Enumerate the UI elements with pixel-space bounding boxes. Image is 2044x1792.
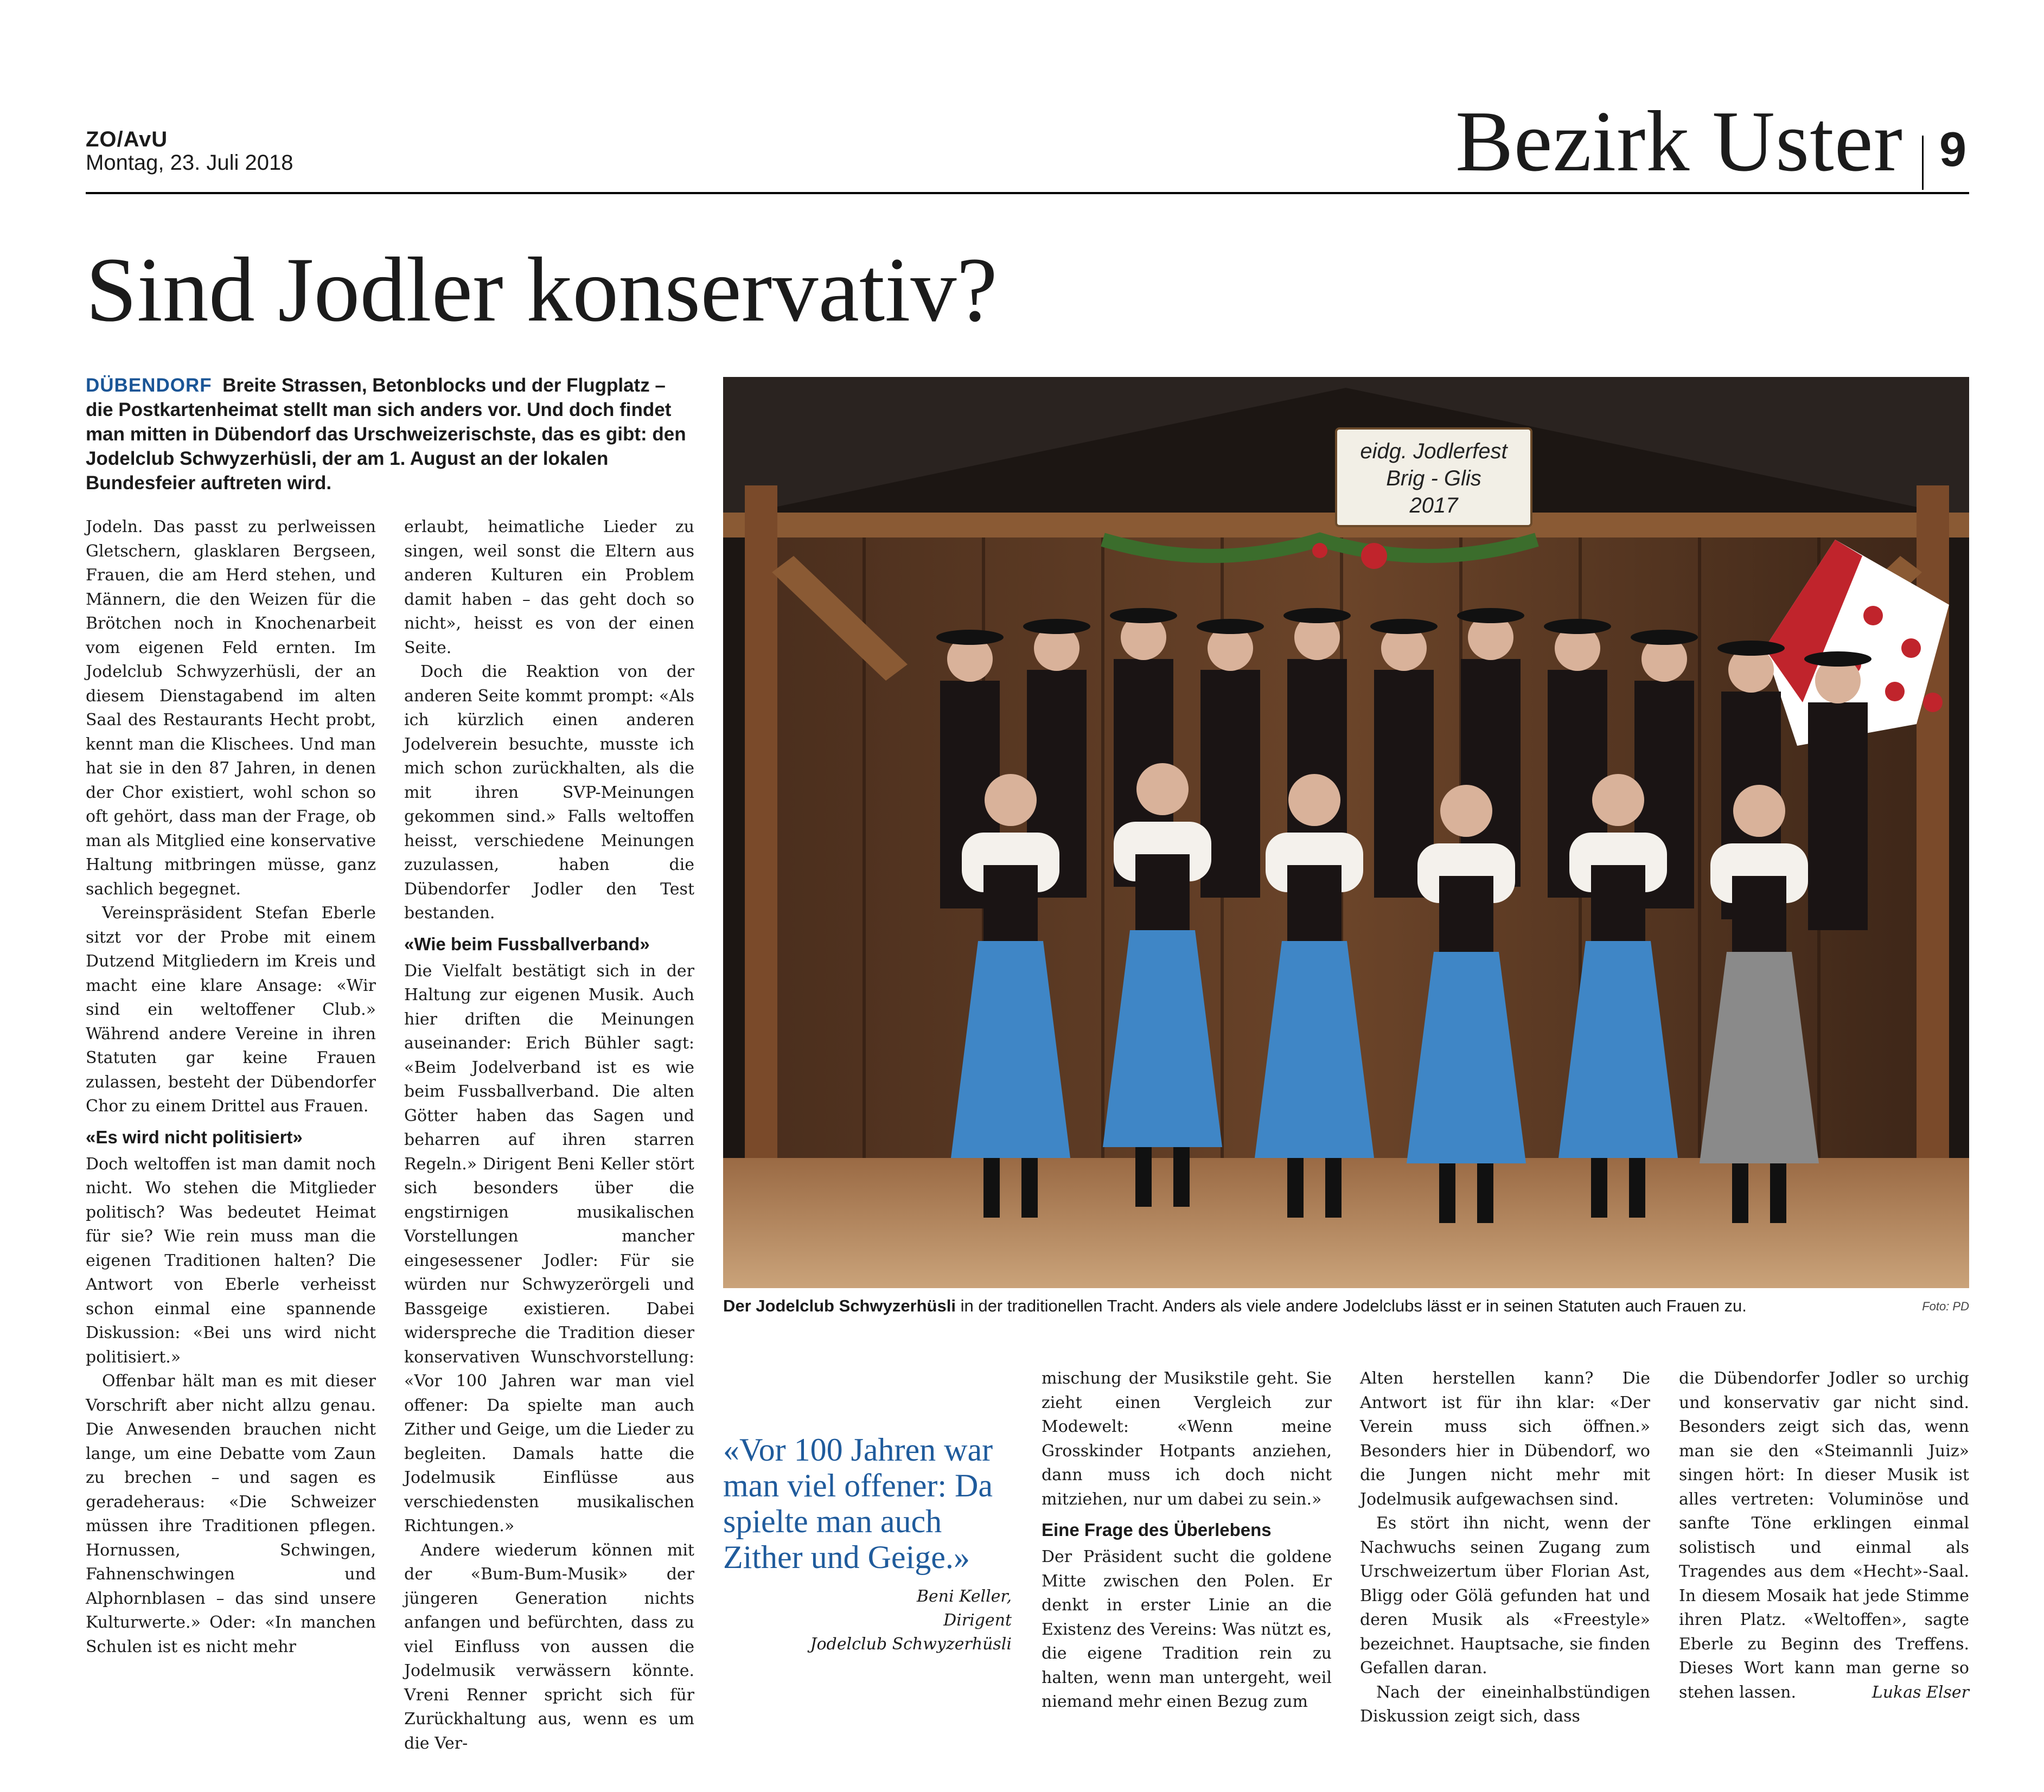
body-paragraph: Jodeln. Das passt zu perlweissen Gletschern, glasklaren Bergseen, Frauen, die am Herd stehen, und Männern, die den Weizen für die Brötchen noch in Knochenarbeit vom eigenen Feld ernten. Im Jodelclub Schwyzerhüsli, der an diesem Dienstagabend im alten Saal des Restaurants Hecht probt, kennt man die Klischees. Und man hat sie in den 87 Jahren, in denen der Chor existiert, wohl schon so oft gehört, dass man der Frage, ob man als Mitglied eine konservative Haltung mitbringen müsse, ganz sachlich begegnet. <box>86 517 376 899</box>
article-column-3 <box>1042 1367 1332 1714</box>
photo-credit: Foto: PD <box>1922 1300 1969 1313</box>
body-paragraph: Offenbar hält man es mit dieser Vorschrift aber nicht allzu genau. Die Anwesenden brauchen nicht lange, um eine Debatte vom Zaun zu brechen – und sagen es geradeheraus: «Die Schweizer müssen ihre Traditionen pflegen. Hornussen, Schwingen, Fahnenschwingen und Alphornblasen – das sind unsere Kulturwerte.» Oder: «In manchen Schulen ist es nicht mehr <box>86 1372 376 1656</box>
dateline-location: DÜBENDORF <box>86 375 212 396</box>
section-title: Bezirk Uster <box>1455 93 1903 189</box>
quote-org: Jodelclub Schwyzerhüsli <box>810 1635 1012 1654</box>
body-paragraph: Doch weltoffen ist man damit noch nicht. Wo stehen die Mitglieder politisch? Was bedeutet Heimat für sie? Wie rein muss man die eigenen Traditionen halten? Die Antwort von Eberle verheisst schon einmal eine spannende Diskussion: «Bei uns wird nicht politisiert.» <box>86 1154 376 1367</box>
headline: Sind Jodler konservativ? <box>86 239 998 341</box>
newspaper-abbreviation: ZO/AvU <box>86 127 168 151</box>
header-rule <box>86 192 1969 194</box>
caption-text: in der traditionellen Tracht. Anders als viele andere Jodelclubs lässt er in seinen Statuten auch Frauen zu. <box>955 1296 1747 1315</box>
body-paragraph: erlaubt, heimatliche Lieder zu singen, weil sonst die Eltern aus anderen Kulturen ein Problem damit haben – das geht doch so nicht», heisst es von der einen Seite. <box>404 517 694 657</box>
body-paragraph: Es stört ihn nicht, wenn der Nachwuchs seinen Zugang zum Urschweizertum über Florian Ast, Bligg oder Gölä gefunden hat und deren Musik als «Freestyle» bezeichnet. Hauptsache, sie finden Gefallen daran. <box>1360 1514 1650 1678</box>
article-column-2 <box>404 515 694 1756</box>
header-separator <box>1922 136 1924 190</box>
page-number: 9 <box>1939 123 1967 177</box>
body-paragraph: Die Vielfalt bestätigt sich in der Haltung zur eigenen Musik. Auch hier driften die Meinungen auseinander: Erich Bühler sagt: «Beim Jodelverband ist es wie beim Fussballverband. Die alten Götter haben das Sagen und beharren auf ihren starren Regeln.» Dirigent Beni Keller stört sich besonders über die engstirnigen musikalischen Vorstellungen mancher eingesessener Jodler: Für sie würden nur Schwyzerörgeli und Bassgeige existieren. Dabei widerspreche die Tradition dieser konservativen Wunschvorstellung: «Vor 100 Jahren war man viel offener: Da spielte man auch Zither und Geige, um die Lieder zu begleiten. Damals hatte die Jodelmusik Einflüsse aus verschiedensten musikalischen Richtungen.» <box>404 961 694 1535</box>
body-paragraph: Doch die Reaktion von der anderen Seite kommt prompt: «Als ich kürzlich einen anderen Jodelverein besuchte, musste ich mich schon zurückhalten, als die mit ihren SVP-Meinungen gekommen sind.» Falls weltoffen heisst, verschiedene Meinungen zuzulassen, haben die Dübendorfer Jodler den Test bestanden. <box>404 662 694 923</box>
closing-text: die Dübendorfer Jodler so urchig und konservativ gar nicht sind. Besonders zeigt sich das, wenn man sie den «Steimannli Juiz» singen hört: In dieser Musik ist alles vertreten: Voluminöse und sanfte Töne erklingen einmal solistisch und einmal als Tragendes aus dem «Hecht»-Saal. In diesem Mosaik hat jede Stimme ihren Platz. «Weltoffen», sagte Eberle zu Beginn des Treffens. Dieses Wort kann man gerne so stehen lassen. <box>1679 1369 1969 1702</box>
lead-text: Breite Strassen, Betonblocks und der Flugplatz – die Postkartenheimat stellt man sich anders vor. Und doch findet man mitten in Dübendorf das Urschweizerischste, das es gibt: den Jodelclub Schwyzerhüsli, der am 1. August an der lokalen Bundesfeier auftreten wird. <box>86 375 686 494</box>
sign-line-1: eidg. Jodlerfest <box>1360 439 1508 463</box>
pull-quote: «Vor 100 Jahren war man viel offener: Da spielte man auch Zither und Geige.» <box>723 1432 993 1575</box>
quote-role: Dirigent <box>943 1611 1012 1630</box>
group-photo <box>723 377 1969 1288</box>
subheading: «Wie beim Fussballverband» <box>404 933 650 954</box>
body-paragraph: Nach der eineinhalbstündigen Diskussion zeigt sich, dass <box>1360 1682 1650 1726</box>
body-paragraph: Andere wiederum können mit der «Bum-Bum-Musik» der jüngeren Generation nichts anfangen und befürchten, dass zu viel Einfluss von aussen die Jodelmusik verwässern könnte. Vreni Renner spricht sich für Zurückhaltung aus, wenn es um die Ver- <box>404 1540 694 1753</box>
pull-quote-attribution <box>723 1585 1012 1656</box>
body-paragraph: mischung der Musikstile geht. Sie zieht einen Vergleich zur Modewelt: «Wenn meine Grosskinder Hotpants anziehen, dann muss ich doch nicht mitziehen, nur um dabei zu sein.» <box>1042 1369 1332 1509</box>
sign-line-3: 2017 <box>1409 494 1458 517</box>
body-paragraph: Vereinspräsident Stefan Eberle sitzt vor der Probe mit einem Dutzend Mitgliedern im Kreis und macht eine klare Ansage: «Wir sind ein weltoffener Club.» Während andere Vereine in ihren Statuten gar keine Frauen zulassen, besteht der Dübendorfer Chor zu einem Drittel aus Frauen. <box>86 904 376 1116</box>
subheading: Eine Frage des Überlebens <box>1042 1520 1272 1540</box>
body-paragraph: Alten herstellen kann? Die Antwort ist für ihn klar: «Der Verein muss sich öffnen.» Besonders hier in Dübendorf, wo die Jungen nicht mehr mit Jodelmusik aufgewachsen sind. <box>1360 1369 1650 1509</box>
photo-caption <box>723 1296 1969 1316</box>
caption-subject: Der Jodelclub Schwyzerhüsli <box>723 1296 956 1315</box>
article-column-5 <box>1679 1367 1969 1705</box>
issue-date: Montag, 23. Juli 2018 <box>86 151 293 175</box>
sign-line-2: Brig - Glis <box>1386 466 1481 490</box>
body-paragraph <box>1679 1367 1969 1705</box>
body-paragraph: Der Präsident sucht die goldene Mitte zwischen den Polen. Er denkt in erster Linie an die Existenz des Vereins: Was nützt es, die eigene Tradition rein zu halten, wenn man untergeht, weil niemand mehr einen Bezug zum <box>1042 1547 1332 1711</box>
lead-paragraph <box>86 373 693 495</box>
quote-name: Beni Keller, <box>916 1587 1012 1606</box>
article-column-1 <box>86 515 376 1659</box>
subheading: «Es wird nicht politisiert» <box>86 1127 303 1147</box>
author-byline: Lukas Elser <box>1871 1682 1969 1702</box>
article-column-4 <box>1360 1367 1650 1729</box>
